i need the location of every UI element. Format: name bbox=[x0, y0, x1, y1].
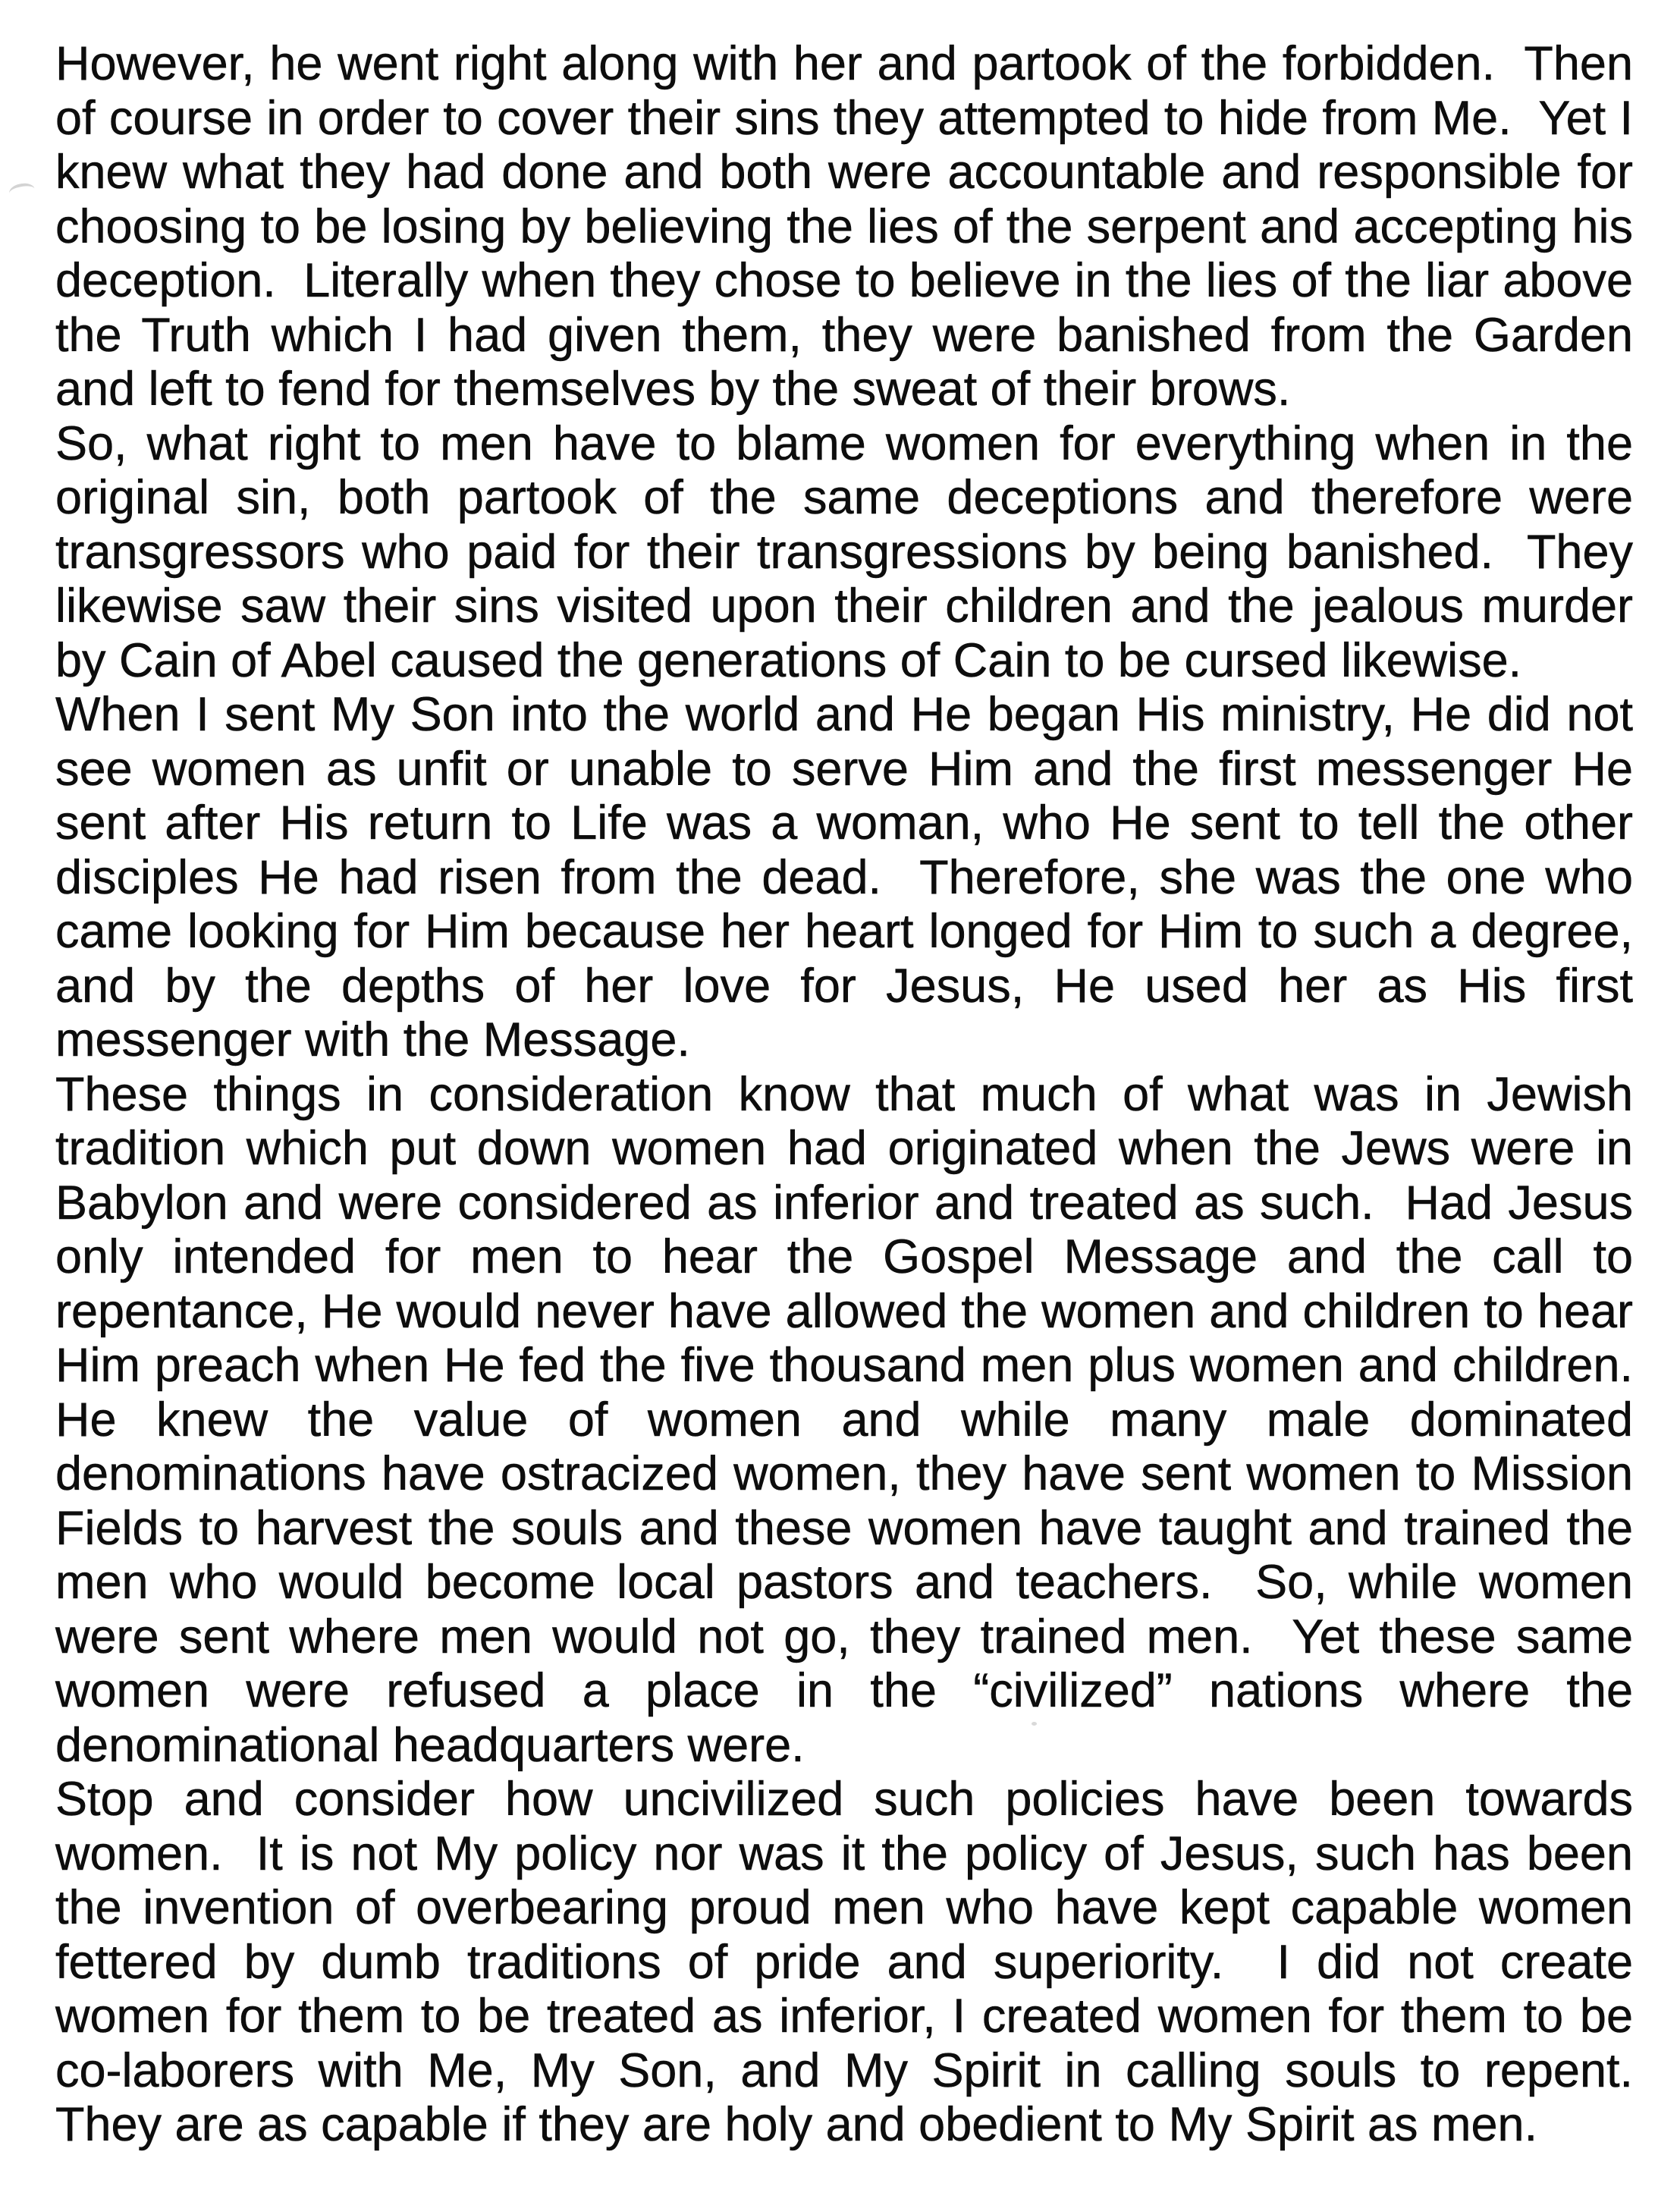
paragraph-blame-women: So, what right to men have to blame women for everything when in the original sin, both partook of the same deceptions and therefore were transgressors who paid for their transgressions by being banished. They likewise saw their sins visited upon their children and the jealous murder by Cain of Abel caused the generations of Cain to be cursed likewise. bbox=[55, 416, 1647, 687]
paragraph-fall-of-man: However, he went right along with her and partook of the forbidden. Then of course in order to cover their sins they attempted to hide from Me. Yet I knew what they had done and both were accountable and responsible for choosing to be losing by believing the lies of the serpent and accepting his deception. Literally when they chose to believe in the lies of the liar above the Truth which I had given them, they were banished from the Garden and left to fend for themselves by the sweat of their brows. bbox=[55, 37, 1647, 416]
document-text bbox=[55, 37, 1660, 2153]
paragraph-first-messenger: When I sent My Son into the world and He began His ministry, He did not see women as unfit or unable to serve Him and the first messenger He sent after His return to Life was a woman, who He sent to tell the other disciples He had risen from the dead. Therefore, she was the one who came looking for Him because her heart longed for Him to such a degree, and by the depths of her love for Jesus, He used her as His first messenger with the Message. bbox=[55, 688, 1647, 1066]
paragraph-jewish-tradition-missions: These things in consideration know that much of what was in Jewish tradition which put down women had originated when the Jews were in Babylon and were considered as inferior and treated as such. Had Jesus only intended for men to hear the Gospel Message and the call to repentance, He would never have allowed the women and children to hear Him preach when He fed the five thousand men plus women and children. He knew the value of women and while many male dominated denominations have ostracized women, they have sent women to Mission Fields to harvest the souls and these women have taught and trained the men who would become local pastors and teachers. So, while women were sent where men would not go, they trained men. Yet these same women were refused a place in the “civilized” nations where the denominational headquarters were. bbox=[55, 1067, 1660, 1772]
paragraph-uncivilized-policies: Stop and consider how uncivilized such policies have been towards women. It is not My policy nor was it the policy of Jesus, such has been the invention of overbearing proud men who have kept capable women fettered by dumb traditions of pride and superiority. I did not create women for them to be treated as inferior, I created women for them to be co-laborers with Me, My Son, and My Spirit in calling souls to repent. They are as capable if they are holy and obedient to My Spirit as men. bbox=[55, 1773, 1660, 2151]
scan-artifact-left-margin bbox=[8, 181, 36, 201]
